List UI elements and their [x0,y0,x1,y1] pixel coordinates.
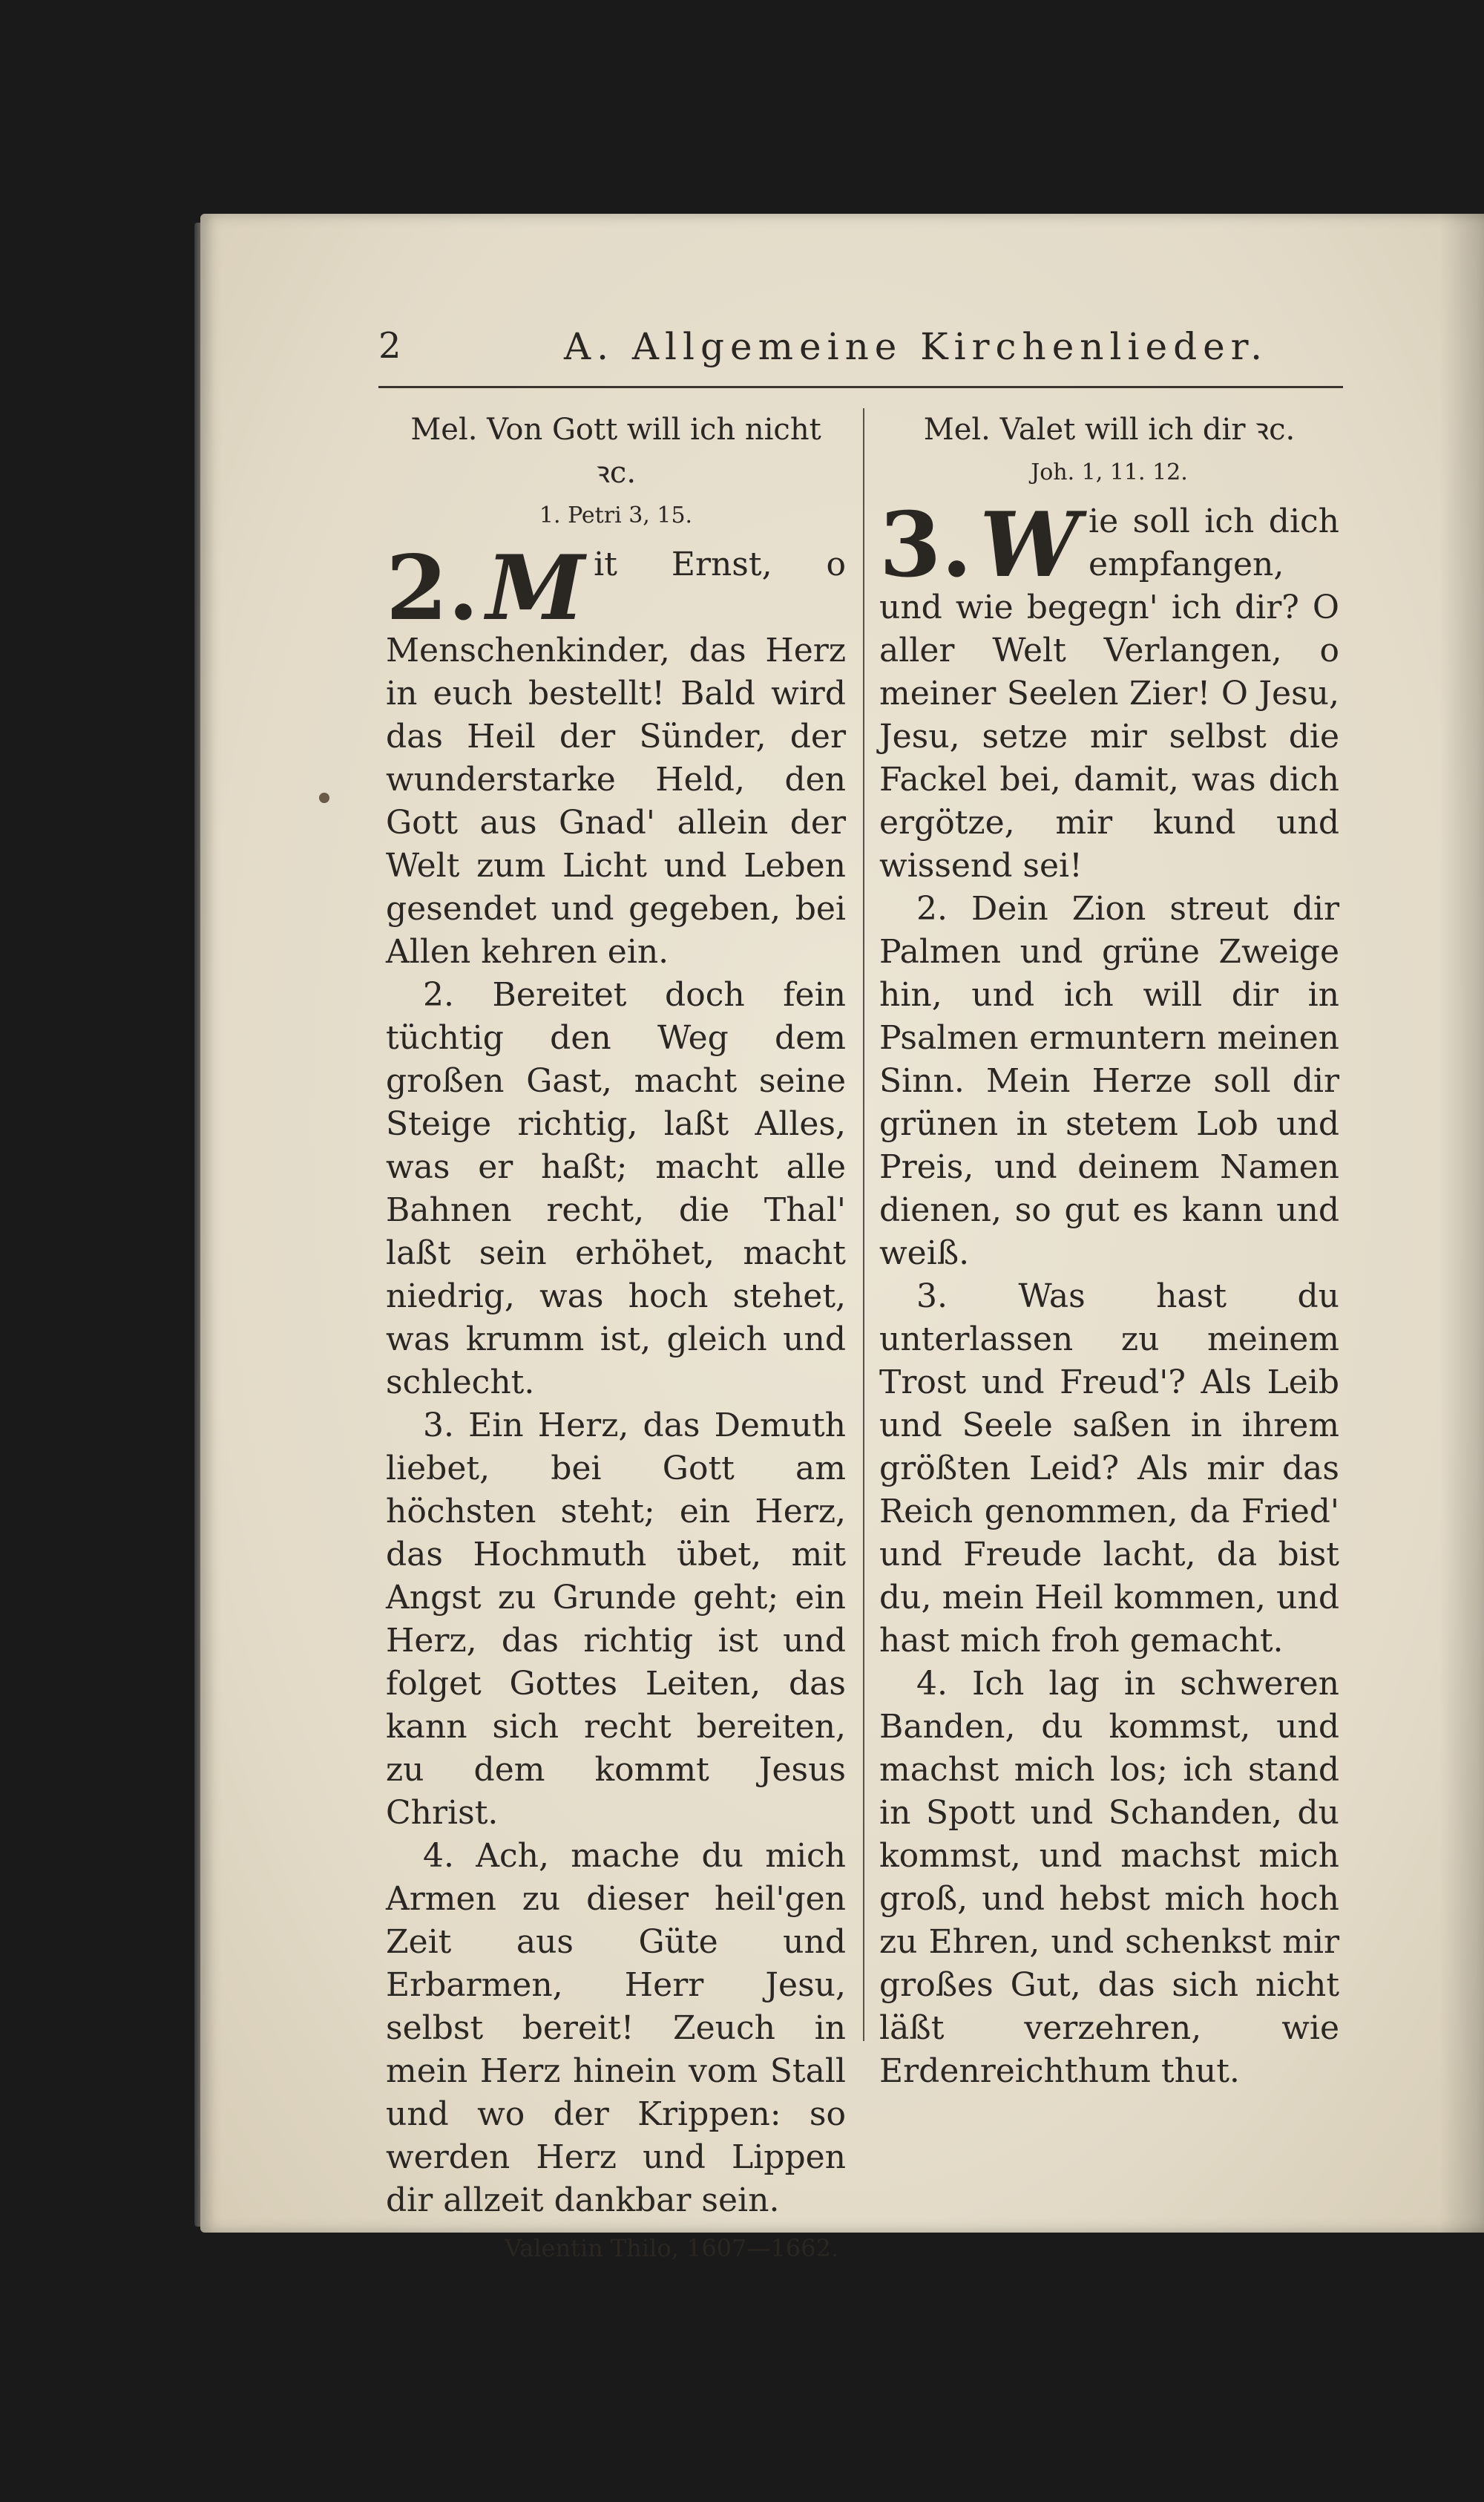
right-column [879,408,1339,2093]
running-title: A. Allgemeine Kirchenlieder. [564,325,1268,368]
page-header [378,325,1343,384]
verse: 3. Ein Herz, das Demuth liebet, bei Gott am höchsten steht; ein Herz, das Hochmuth übet, mit Angst zu Grunde geht; ein Herz, das richtig ist und folget Gottes Leiten, das kann sich recht bereiten, zu dem kommt Jesus Christ. [386,1406,846,1832]
hymn-first-verse [879,493,1339,888]
verse: 4. Ach, mache du mich Armen zu dieser heil'gen Zeit aus Güte und Erbarmen, Herr Jesu, selbst bereit! Zeuch in mein Herz hinein vom Stall und wo der Krippen: so werden Herz und Lippen dir allzeit dankbar sein. [386,1837,846,2219]
hymn-number: 2. [386,536,479,641]
left-column [386,408,846,2270]
column-divider [863,408,864,2041]
drop-cap: M [486,536,585,641]
scripture-reference: 1. Petri 3, 15. [539,502,693,528]
author-credit: Valentin Thilo, 1607—1662. [505,2234,838,2262]
verse: 3. Was hast du unterlassen zu meinem Trost und Freud'? Als Leib und Seele saßen in ihrem größten Leid? Als mir das Reich genommen, da Fried' und Freude lacht, da bist du, mein Heil kommen, und hast mich froh gemacht. [879,1277,1339,1660]
verse: 4. Ich lag in schweren Banden, du kommst, und machst mich los; ich stand in Spott und Schanden, du kommst, und machst mich groß, und hebst mich hoch zu Ehren, und schenkst mir großes Gut, das sich nicht läßt verzehren, wie Erdenreichthum thut. [879,1665,1339,2090]
scripture-reference: Joh. 1, 11. 12. [1031,459,1188,485]
hymn-number: 3. [879,493,973,597]
first-verse-text: it Ernst, o Menschenkinder, das Herz in euch bestellt! Bald wird das Heil der Sünder, der wunderstarke Held, den Gott aus Gnad' allein der Welt zum Licht und Leben gesendet und gegeben, bei Allen kehren ein. [386,546,846,971]
drop-cap: W [979,493,1080,597]
page-gutter-shadow [1439,214,1484,2233]
header-rule [378,386,1343,388]
melody-line: Mel. Valet will ich dir ꝛc. [923,413,1296,447]
verse: 2. Dein Zion streut dir Palmen und grüne Zweige hin, und ich will dir in Psalmen ermuntern meinen Sinn. Mein Herze soll dir grünen in stetem Lob und Preis, und deinem Namen dienen, so gut es kann und weiß. [879,890,1339,1272]
book-page [200,214,1484,2262]
first-verse-text: ie soll ich dich empfangen, und wie begegn' ich dir? O aller Welt Verlangen, o meiner Seelen Zier! O Jesu, Jesu, setze mir selbst die Fackel bei, damit, was dich ergötze, mir kund und wissend sei! [879,502,1339,885]
verse: 2. Bereitet doch fein tüchtig den Weg dem großen Gast, macht seine Steige richtig, laßt Alles, was er haßt; macht alle Bahnen recht, die Thal' laßt sein erhöhet, macht niedrig, was hoch stehet, was krumm ist, gleich und schlecht. [386,976,846,1401]
melody-line: Mel. Von Gott will ich nicht ꝛc. [410,413,821,490]
page-number: 2 [378,325,401,367]
ink-spot [319,793,329,803]
hymn-first-verse [386,536,846,974]
